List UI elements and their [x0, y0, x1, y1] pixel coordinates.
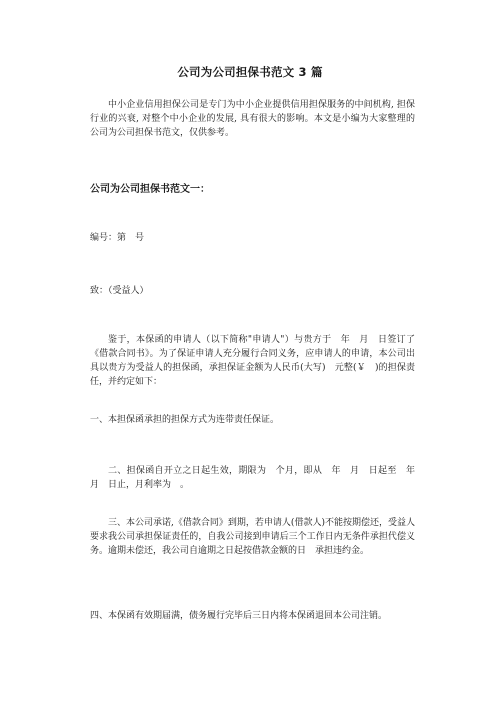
recipient-line: 致：（受益人）: [90, 286, 149, 296]
number-line: 编号：第 号: [90, 233, 145, 243]
clause-1: 一、本担保函承担的担保方式为连带责任保证。: [90, 415, 280, 425]
clause-2: 二、担保函自开立之日起生效，期限为 个月，即从 年 月 日起至 年 月 日止，月利率为 。: [90, 466, 425, 490]
clause-3: 三、本公司承诺,《借款合同》到期，若申请人(借款人)不能按期偿还，受益人要求我公司承担保证责任的，自我公司接到申请后三个工作日内无条件承担代偿义务。逾期未偿还，我公司自逾期之日起按借款金额的日 承担违约金。: [90, 518, 415, 556]
whereas-paragraph: 鉴于，本保函的申请人（以下简称"申请人"）与贵方于 年 月 日签订了《借款合同书》。为了保证申请人充分履行合同义务，应申请人的申请，本公司出具以贵方为受益人的担保函，承担保证金额为人民币(大写) 元整(￥ )的担保责任，并约定如下：: [90, 335, 415, 387]
document-title: 公司为公司担保书范文 3 篇: [177, 65, 323, 79]
section-heading: 公司为公司担保书范文一：: [90, 184, 210, 195]
clause-4: 四、本保函有效期届满，债务履行完毕后三日内将本保函退回本公司注销。: [90, 611, 388, 621]
intro-paragraph: 中小企业信用担保公司是专门为中小企业提供信用担保服务的中间机构, 担保行业的兴衰, 对整个中小企业的发展, 具有很大的影响。本文是小编为大家整理的公司为公司担保书范文，仅供参考。: [90, 100, 415, 138]
